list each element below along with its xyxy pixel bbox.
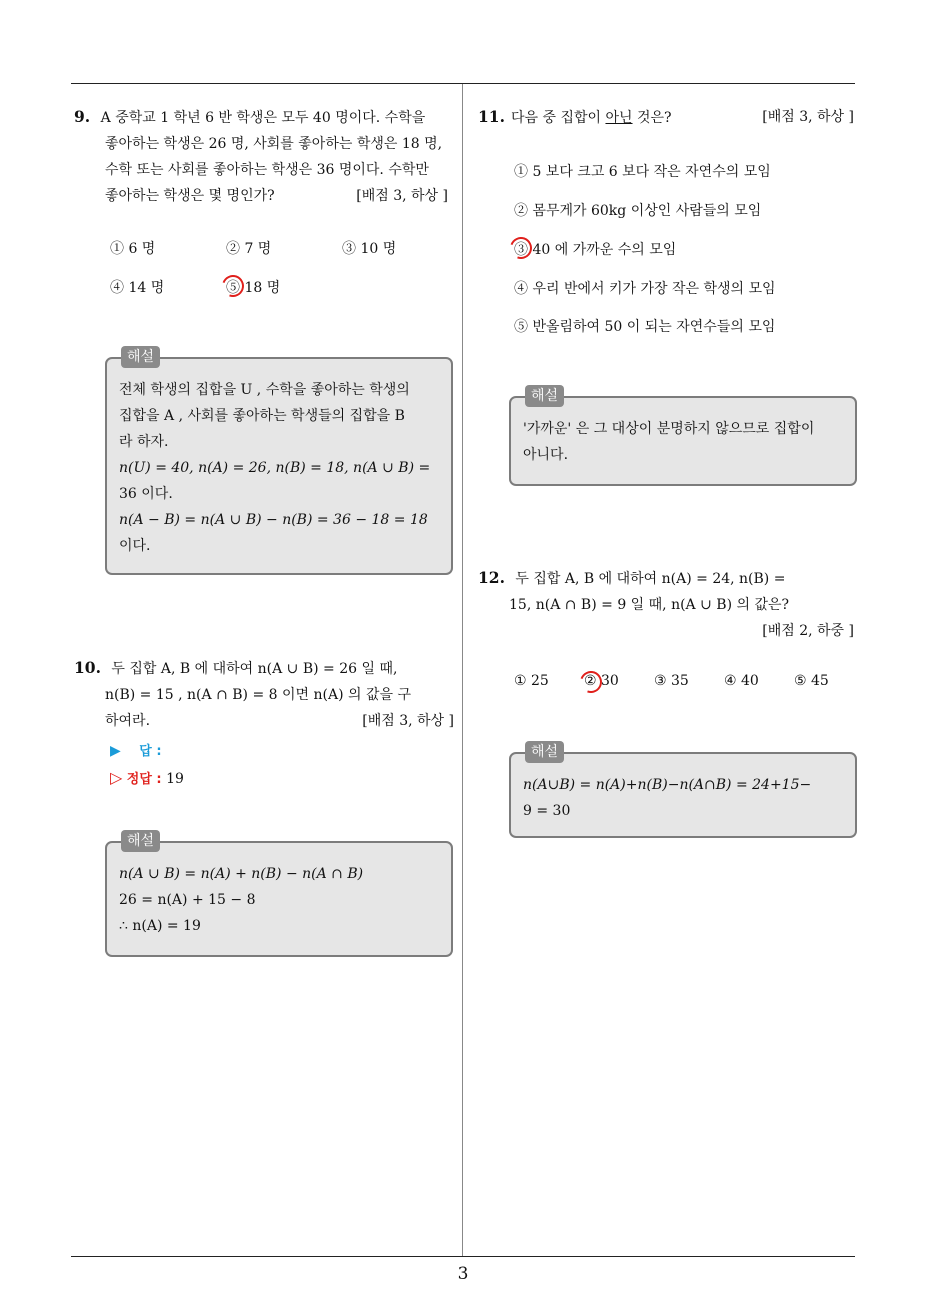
question-text: 다음 중 집합이	[510, 110, 606, 126]
choice-2[interactable]: ② 7 명	[226, 241, 272, 257]
answer-row	[110, 740, 162, 759]
bottom-rule	[71, 1256, 855, 1257]
choice-text: 30	[601, 673, 619, 689]
explanation-line: 아니다.	[523, 447, 569, 463]
explanation-box	[509, 388, 857, 486]
question-9	[74, 104, 454, 209]
explanation-tab: 해설	[121, 346, 160, 368]
question-text-line: 좋아하는 학생은 26 명, 사회를 좋아하는 학생은 18 명,	[105, 136, 443, 152]
explanation-line: n(U) = 40, n(A) = 26, n(B) = 18, n(A ∪ B) =	[119, 460, 431, 476]
points-label: [배점 3, 하상 ]	[762, 109, 854, 125]
question-text: 것은?	[632, 110, 672, 126]
choice-symbol: ②	[584, 673, 597, 689]
explanation-line: '가까운' 은 그 대상이 분명하지 않으므로 집합이	[523, 421, 815, 437]
question-text-line: A 중학교 1 학년 6 반 학생은 모두 40 명이다. 수학을	[100, 110, 426, 126]
explanation-line: 36 이다.	[119, 486, 173, 502]
points-label: [배점 3, 하상 ]	[362, 713, 454, 729]
question-text-line: 수학 또는 사회를 좋아하는 학생은 36 명이다. 수학만	[105, 162, 429, 178]
correct-answer-row	[110, 768, 184, 787]
explanation-tab: 해설	[525, 385, 564, 407]
question-text-line: 두 집합 A, B 에 대하여 n(A) = 24, n(B) =	[515, 571, 786, 587]
answer-mark-circle	[576, 667, 605, 696]
explanation-line: 이다.	[119, 538, 151, 554]
explanation-line: 9 = 30	[523, 803, 571, 819]
correct-value: 19	[166, 771, 184, 787]
choice-4[interactable]: ④ 우리 반에서 키가 가장 작은 학생의 모임	[514, 281, 776, 297]
explanation-line: n(A∪B) = n(A)+n(B)−n(A∩B) = 24+15−	[523, 777, 812, 793]
choice-3-marked[interactable]	[514, 239, 676, 259]
question-text-line: 두 집합 A, B 에 대하여 n(A ∪ B) = 26 일 때,	[111, 661, 398, 677]
choice-1[interactable]: ① 6 명	[110, 241, 156, 257]
question-number: 10.	[74, 658, 101, 677]
question-text-emphasis: 아닌	[605, 110, 633, 126]
question-11	[478, 104, 854, 131]
question-text-line: 좋아하는 학생은 몇 명인가?	[105, 188, 275, 204]
column-divider	[462, 84, 463, 1256]
choice-2[interactable]: ② 몸무게가 60kg 이상인 사람들의 모임	[514, 203, 762, 219]
explanation-tab: 해설	[121, 830, 160, 852]
outline-arrow-icon: ▷	[110, 768, 123, 787]
explanation-line: n(A ∪ B) = n(A) + n(B) − n(A ∩ B)	[119, 866, 364, 882]
choice-5[interactable]: ⑤ 45	[794, 673, 829, 689]
choice-symbol: ③	[514, 242, 528, 258]
answer-label: 답 :	[139, 744, 162, 759]
points-label: [배점 3, 하상 ]	[356, 188, 448, 204]
play-arrow-icon: ▶	[110, 743, 121, 759]
explanation-line: 전체 학생의 집합을 U , 수학을 좋아하는 학생의	[119, 382, 410, 398]
question-text-line: n(B) = 15 , n(A ∩ B) = 8 이면 n(A) 의 값을 구	[105, 687, 411, 703]
correct-label: 정답 :	[126, 772, 162, 787]
choice-1[interactable]: ① 25	[514, 673, 549, 689]
question-text-line: 15, n(A ∩ B) = 9 일 때, n(A ∪ B) 의 값은?	[509, 597, 790, 613]
choice-3[interactable]: ③ 10 명	[342, 241, 397, 257]
choice-text: 40 에 가까운 수의 모임	[532, 242, 677, 258]
choice-4[interactable]: ④ 14 명	[110, 280, 165, 296]
question-text-line: 하여라.	[105, 713, 151, 729]
choice-4[interactable]: ④ 40	[724, 673, 759, 689]
explanation-line: 집합을 A , 사회를 좋아하는 학생들의 집합을 B	[119, 408, 405, 424]
question-12	[478, 565, 856, 644]
top-rule	[71, 83, 855, 84]
explanation-line: ∴ n(A) = 19	[119, 918, 201, 934]
choice-3[interactable]: ③ 35	[654, 673, 689, 689]
explanation-box	[509, 744, 857, 838]
explanation-line: 라 하자.	[119, 434, 169, 450]
choice-5[interactable]: ⑤ 반올림하여 50 이 되는 자연수들의 모임	[514, 319, 776, 335]
question-number: 12.	[478, 568, 505, 587]
explanation-line: n(A − B) = n(A ∪ B) − n(B) = 36 − 18 = 18	[119, 512, 428, 528]
choice-1[interactable]: ① 5 보다 크고 6 보다 작은 자연수의 모임	[514, 164, 771, 180]
question-10	[74, 655, 454, 734]
explanation-tab: 해설	[525, 741, 564, 763]
points-label: [배점 2, 하중 ]	[762, 623, 854, 639]
question-number: 11.	[478, 107, 505, 126]
choice-symbol: ⑤	[226, 280, 240, 296]
page-number: 3	[457, 1264, 469, 1284]
question-number: 9.	[74, 107, 91, 126]
explanation-box	[105, 349, 453, 575]
choice-text: 18 명	[244, 280, 281, 296]
explanation-box	[105, 833, 453, 957]
explanation-line: 26 = n(A) + 15 − 8	[119, 892, 256, 908]
